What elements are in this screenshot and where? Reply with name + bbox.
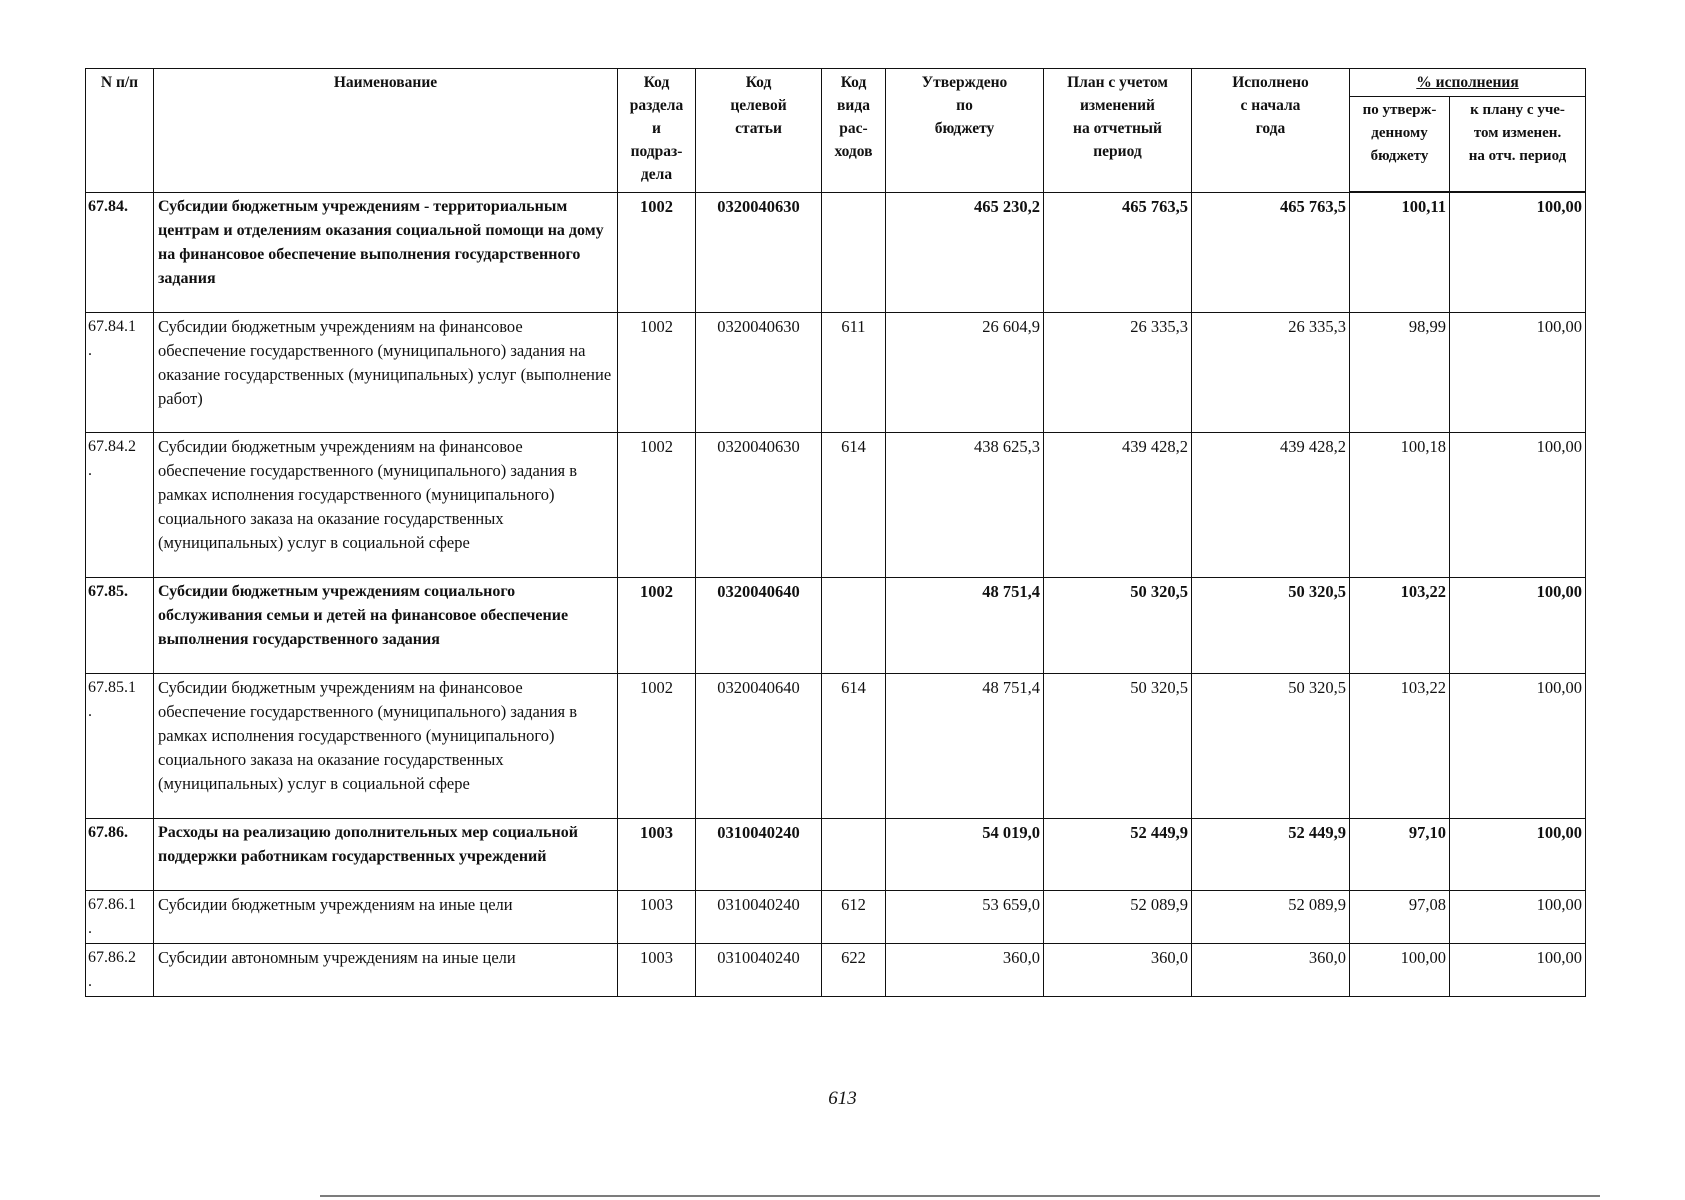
header-pct-plan: к плану с уче- том изменен. на отч. период xyxy=(1450,97,1586,193)
row-pct-plan: 100,00 xyxy=(1450,673,1586,818)
row-approved: 360,0 xyxy=(886,943,1044,996)
row-executed: 50 320,5 xyxy=(1192,673,1350,818)
row-name: Субсидии бюджетным учреждениям на финансовое обеспечение государственного (муниципального) задания в рамках исполнения государственного (муниципального) социального заказа на оказание государственных (муниципальных) услуг в социальной сфере xyxy=(154,432,618,577)
row-num: 67.86.2 . xyxy=(86,943,154,996)
row-pct-budget: 100,18 xyxy=(1350,432,1450,577)
row-expense-code: 614 xyxy=(822,673,886,818)
row-pct-budget: 98,99 xyxy=(1350,312,1450,432)
row-name: Субсидии бюджетным учреждениям на финансовое обеспечение государственного (муниципального) задания в рамках исполнения государственного (муниципального) социального заказа на оказание государственных (муниципальных) услуг в социальной сфере xyxy=(154,673,618,818)
row-executed: 26 335,3 xyxy=(1192,312,1350,432)
table-row xyxy=(86,673,1586,818)
row-approved: 48 751,4 xyxy=(886,673,1044,818)
row-target-code: 0320040640 xyxy=(696,673,822,818)
row-num: 67.85. xyxy=(86,577,154,673)
header-pct-group: % исполнения xyxy=(1350,69,1586,97)
header-num: N п/п xyxy=(86,69,154,193)
row-expense-code: 612 xyxy=(822,890,886,943)
header-target-code: Код целевой статьи xyxy=(696,69,822,193)
row-expense-code xyxy=(822,577,886,673)
row-pct-budget: 103,22 xyxy=(1350,577,1450,673)
row-plan: 52 449,9 xyxy=(1044,818,1192,890)
header-plan: План с учетом изменений на отчетный период xyxy=(1044,69,1192,193)
row-plan: 26 335,3 xyxy=(1044,312,1192,432)
row-num: 67.84. xyxy=(86,192,154,312)
row-approved: 26 604,9 xyxy=(886,312,1044,432)
row-section-code: 1002 xyxy=(618,312,696,432)
header-expense-code: Код вида рас- ходов xyxy=(822,69,886,193)
row-approved: 53 659,0 xyxy=(886,890,1044,943)
budget-execution-table xyxy=(85,68,1586,997)
table-row xyxy=(86,818,1586,890)
table-body xyxy=(86,192,1586,996)
header-section-code: Код раздела и подраз- дела xyxy=(618,69,696,193)
row-plan: 465 763,5 xyxy=(1044,192,1192,312)
row-name: Субсидии бюджетным учреждениям на иные цели xyxy=(154,890,618,943)
row-pct-plan: 100,00 xyxy=(1450,577,1586,673)
row-plan: 439 428,2 xyxy=(1044,432,1192,577)
row-target-code: 0320040630 xyxy=(696,312,822,432)
row-pct-budget: 100,11 xyxy=(1350,192,1450,312)
row-executed: 465 763,5 xyxy=(1192,192,1350,312)
row-expense-code: 622 xyxy=(822,943,886,996)
row-pct-budget: 103,22 xyxy=(1350,673,1450,818)
row-pct-plan: 100,00 xyxy=(1450,943,1586,996)
row-approved: 438 625,3 xyxy=(886,432,1044,577)
table-row xyxy=(86,432,1586,577)
row-executed: 50 320,5 xyxy=(1192,577,1350,673)
header-pct-budget: по утверж- денному бюджету xyxy=(1350,97,1450,193)
table-row xyxy=(86,943,1586,996)
row-executed: 439 428,2 xyxy=(1192,432,1350,577)
row-target-code: 0310040240 xyxy=(696,818,822,890)
scan-edge-line xyxy=(320,1195,1600,1197)
row-plan: 52 089,9 xyxy=(1044,890,1192,943)
row-plan: 50 320,5 xyxy=(1044,577,1192,673)
table-row xyxy=(86,890,1586,943)
row-approved: 48 751,4 xyxy=(886,577,1044,673)
row-approved: 54 019,0 xyxy=(886,818,1044,890)
row-section-code: 1002 xyxy=(618,673,696,818)
row-plan: 360,0 xyxy=(1044,943,1192,996)
row-executed: 52 089,9 xyxy=(1192,890,1350,943)
row-num: 67.84.2 . xyxy=(86,432,154,577)
row-target-code: 0310040240 xyxy=(696,943,822,996)
row-name: Субсидии автономным учреждениям на иные цели xyxy=(154,943,618,996)
table-row xyxy=(86,192,1586,312)
row-num: 67.84.1 . xyxy=(86,312,154,432)
row-num: 67.85.1 . xyxy=(86,673,154,818)
row-section-code: 1003 xyxy=(618,818,696,890)
row-executed: 52 449,9 xyxy=(1192,818,1350,890)
row-pct-budget: 97,10 xyxy=(1350,818,1450,890)
header-name: Наименование xyxy=(154,69,618,193)
row-num: 67.86. xyxy=(86,818,154,890)
row-pct-plan: 100,00 xyxy=(1450,818,1586,890)
header-approved: Утверждено по бюджету xyxy=(886,69,1044,193)
row-expense-code: 611 xyxy=(822,312,886,432)
row-executed: 360,0 xyxy=(1192,943,1350,996)
row-target-code: 0320040630 xyxy=(696,192,822,312)
table-row xyxy=(86,312,1586,432)
row-target-code: 0320040640 xyxy=(696,577,822,673)
row-section-code: 1002 xyxy=(618,432,696,577)
row-section-code: 1002 xyxy=(618,577,696,673)
row-plan: 50 320,5 xyxy=(1044,673,1192,818)
row-name: Расходы на реализацию дополнительных мер социальной поддержки работникам государственных учреждений xyxy=(154,818,618,890)
row-pct-plan: 100,00 xyxy=(1450,192,1586,312)
row-pct-plan: 100,00 xyxy=(1450,432,1586,577)
row-name: Субсидии бюджетным учреждениям на финансовое обеспечение государственного (муниципального) задания на оказание государственных (муниципальных) услуг (выполнение работ) xyxy=(154,312,618,432)
row-expense-code xyxy=(822,192,886,312)
row-expense-code xyxy=(822,818,886,890)
row-num: 67.86.1 . xyxy=(86,890,154,943)
row-pct-budget: 97,08 xyxy=(1350,890,1450,943)
page-number: 613 xyxy=(828,1088,857,1109)
row-name: Субсидии бюджетным учреждениям - территориальным центрам и отделениям оказания социальной помощи на дому на финансовое обеспечение выполнения государственного задания xyxy=(154,192,618,312)
table-header xyxy=(86,69,1586,193)
header-executed: Исполнено с начала года xyxy=(1192,69,1350,193)
row-target-code: 0310040240 xyxy=(696,890,822,943)
row-pct-budget: 100,00 xyxy=(1350,943,1450,996)
row-name: Субсидии бюджетным учреждениям социального обслуживания семьи и детей на финансовое обеспечение выполнения государственного задания xyxy=(154,577,618,673)
row-target-code: 0320040630 xyxy=(696,432,822,577)
row-expense-code: 614 xyxy=(822,432,886,577)
row-section-code: 1002 xyxy=(618,192,696,312)
table-row xyxy=(86,577,1586,673)
row-pct-plan: 100,00 xyxy=(1450,312,1586,432)
row-pct-plan: 100,00 xyxy=(1450,890,1586,943)
row-section-code: 1003 xyxy=(618,943,696,996)
row-approved: 465 230,2 xyxy=(886,192,1044,312)
row-section-code: 1003 xyxy=(618,890,696,943)
